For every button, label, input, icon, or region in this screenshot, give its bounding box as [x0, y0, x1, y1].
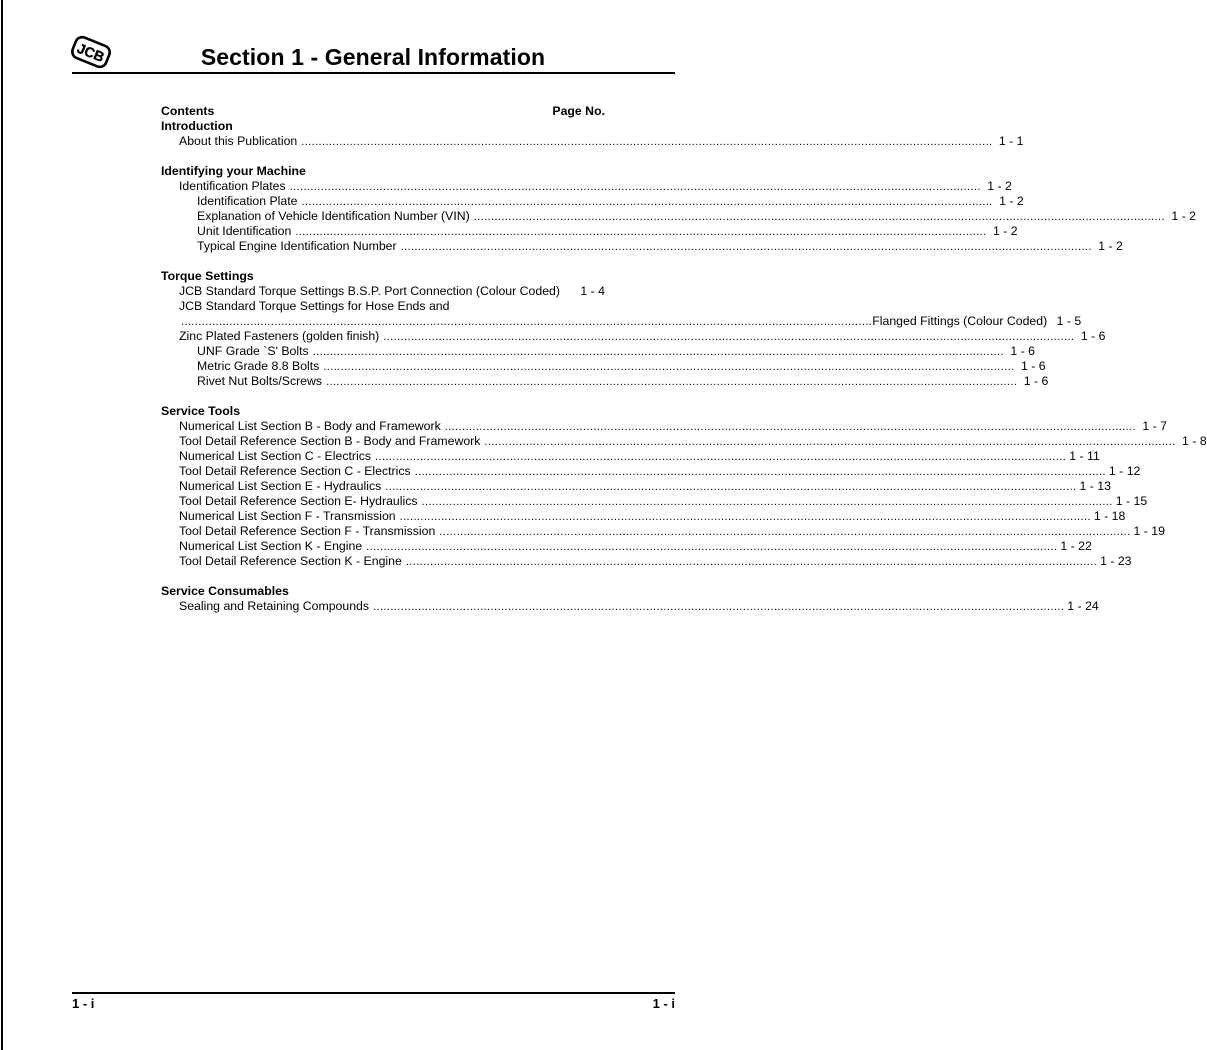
- toc-entry-page: 1 - 6: [1010, 344, 1035, 358]
- toc-entry-page: 1 - 6: [1020, 359, 1046, 373]
- toc-entry-label: Identification Plates: [179, 179, 286, 193]
- toc-entry[interactable]: [161, 509, 1126, 524]
- section-gap: [161, 254, 605, 269]
- toc-entry[interactable]: [161, 224, 1018, 239]
- toc-entry-page: 1 - 6: [1080, 329, 1106, 343]
- section-gap: [161, 149, 605, 164]
- toc-section-heading: Identifying your Machine: [161, 164, 306, 178]
- toc-entry-label: Identification Plate: [197, 194, 298, 208]
- toc-entry-page: 1 - 12: [1108, 464, 1141, 478]
- toc-entry[interactable]: [161, 134, 1024, 149]
- leader-dots: ........................................................................................................................................................................................................: [326, 376, 1018, 388]
- toc-entry[interactable]: [161, 209, 1196, 224]
- toc-entry[interactable]: [161, 239, 1123, 254]
- toc-entry-label: Typical Engine Identification Number: [197, 239, 397, 253]
- toc-entry-page: 1 - 23: [1100, 554, 1132, 568]
- toc-entry-text: JCB Standard Torque Settings for Hose Ends and: [179, 299, 450, 313]
- toc-entry[interactable]: [161, 449, 1100, 464]
- toc-entry[interactable]: [161, 374, 1049, 389]
- leader-dots: ........................................................................................................................................................................................................: [405, 556, 1098, 568]
- toc-entry[interactable]: [161, 494, 1148, 509]
- leader-dots: ........................................................................................................................................................................................................: [366, 541, 1058, 553]
- toc-entry-label: Rivet Nut Bolts/Screws: [197, 374, 323, 388]
- toc-entry-label: Numerical List Section E - Hydraulics: [179, 479, 382, 493]
- jcb-logo: [70, 34, 112, 70]
- toc-section-heading: Introduction: [161, 119, 233, 133]
- toc-entry[interactable]: [161, 419, 1167, 434]
- toc-entry[interactable]: [161, 539, 1092, 554]
- leader-dots: ........................................................................................................................................................................................................: [289, 181, 981, 193]
- header-divider: [72, 72, 675, 74]
- toc-section-heading: Service Tools: [161, 404, 241, 418]
- toc-entry[interactable]: [161, 479, 1111, 494]
- toc-entry-page: 1 - 7: [1142, 419, 1167, 433]
- footer-divider: [72, 992, 675, 994]
- leader-dots: ........................................................................................................................................................................................................: [484, 436, 1176, 448]
- logo-text: JCB: [74, 39, 107, 66]
- toc-entry-label: About this Publication: [179, 134, 298, 148]
- toc-entry-label: Flanged Fittings (Colour Coded): [872, 314, 1048, 328]
- toc-entry-label: Tool Detail Reference Section E- Hydraulics: [179, 494, 418, 508]
- toc-entry[interactable]: [161, 554, 1132, 569]
- toc-entry[interactable]: [161, 599, 1099, 614]
- leader-dots: ........................................................................................................................................................................................................: [383, 331, 1075, 343]
- leader-dots: ........................................................................................................................................................................................................: [385, 481, 1077, 493]
- toc-entry[interactable]: [161, 524, 1165, 539]
- toc-entry-page: 1 - 11: [1069, 449, 1100, 463]
- leader-dots: ........................................................................................................................................................................................................: [312, 346, 1004, 358]
- toc-entry-label: Numerical List Section F - Transmission: [179, 509, 396, 523]
- toc-entry-label: Tool Detail Reference Section B - Body and Framework: [179, 434, 481, 448]
- page-number-label: Page No.: [552, 104, 605, 118]
- toc-entry[interactable]: [161, 179, 1012, 194]
- toc-entry-page: 1 - 15: [1115, 494, 1148, 508]
- toc-entry-label: Tool Detail Reference Section C - Electrics: [179, 464, 411, 478]
- toc-entry-label: Numerical List Section B - Body and Framework: [179, 419, 441, 433]
- toc-entry-page: 1 - 2: [1098, 239, 1123, 253]
- toc-entry-page: 1 - 1: [998, 134, 1024, 148]
- toc-entry-label: Metric Grade 8.8 Bolts: [197, 359, 320, 373]
- section-gap: [161, 569, 605, 584]
- toc-entry[interactable]: [161, 344, 1035, 359]
- section-gap: [161, 389, 605, 404]
- toc-entry-page: 1 - 4: [580, 284, 605, 298]
- leader-dots: ........................................................................................................................................................................................................: [444, 421, 1136, 433]
- leader-dots: ........................................................................................................................................................................................................: [301, 136, 993, 148]
- leader-dots: ........................................................................................................................................................................................................: [373, 601, 1065, 613]
- leader-dots: ........................................................................................................................................................................................................: [181, 316, 873, 328]
- toc-entry-label: Zinc Plated Fasteners (golden finish): [179, 329, 380, 343]
- toc-entry-label: Explanation of Vehicle Identification Number (VIN): [197, 209, 470, 223]
- footer-page-right: 1 - i: [652, 996, 675, 1011]
- page-title: Section 1 - General Information: [200, 44, 546, 70]
- toc-entry-page: 1 - 2: [999, 194, 1024, 208]
- toc-entry-label: UNF Grade `S' Bolts: [197, 344, 309, 358]
- toc-section-heading: Torque Settings: [161, 269, 254, 283]
- toc-entry-page: 1 - 19: [1133, 524, 1165, 538]
- leader-dots: ........................................................................................................................................................................................................: [421, 496, 1113, 508]
- leader-dots: ........................................................................................................................................................................................................: [400, 241, 1092, 253]
- leader-dots: ........................................................................................................................................................................................................: [323, 361, 1015, 373]
- toc-entry-label: Tool Detail Reference Section F - Transmission: [179, 524, 436, 538]
- toc-header: [161, 104, 605, 119]
- toc-entry-label: Unit Identification: [197, 224, 292, 238]
- contents-label: Contents: [161, 104, 215, 118]
- toc-entry-page: 1 - 5: [1056, 314, 1082, 328]
- toc-entry-page: 1 - 13: [1079, 479, 1111, 493]
- leader-dots: ........................................................................................................................................................................................................: [439, 526, 1131, 538]
- toc-section-heading: Service Consumables: [161, 584, 289, 598]
- toc-entry-label: Tool Detail Reference Section K - Engine: [179, 554, 402, 568]
- toc-entry-page: 1 - 8: [1182, 434, 1207, 448]
- leader-dots: ........................................................................................................................................................................................................: [295, 226, 987, 238]
- toc-entry[interactable]: [161, 314, 1082, 329]
- toc-entry-page: 1 - 6: [1023, 374, 1049, 388]
- toc-entry-label: Numerical List Section K - Engine: [179, 539, 363, 553]
- toc-entry-page: 1 - 2: [987, 179, 1012, 193]
- table-of-contents: [161, 104, 1207, 614]
- toc-entry[interactable]: [161, 464, 1141, 479]
- toc-entry[interactable]: [161, 329, 1106, 344]
- leader-dots: ........................................................................................................................................................................................................: [375, 451, 1067, 463]
- toc-entry-label: Sealing and Retaining Compounds: [179, 599, 370, 613]
- leader-dots: ........................................................................................................................................................................................................: [399, 511, 1091, 523]
- page-edge-rule: [1, 0, 3, 1050]
- toc-entry-page: 1 - 24: [1067, 599, 1099, 613]
- toc-body: [161, 119, 1207, 614]
- toc-entry-page: 1 - 22: [1060, 539, 1092, 553]
- toc-entry[interactable]: [161, 434, 1207, 449]
- leader-dots: ........................................................................................................................................................................................................: [301, 196, 993, 208]
- footer-page-left: 1 - i: [72, 996, 95, 1011]
- toc-entry-page: 1 - 2: [1171, 209, 1196, 223]
- toc-entry[interactable]: [161, 359, 1046, 374]
- toc-entry-label: JCB Standard Torque Settings B.S.P. Port Connection (Colour Coded): [179, 284, 560, 298]
- toc-entry[interactable]: [161, 284, 605, 299]
- toc-entry-page: 1 - 2: [992, 224, 1018, 238]
- toc-entry-page: 1 - 18: [1093, 509, 1126, 523]
- leader-dots: ........................................................................................................................................................................................................: [414, 466, 1106, 478]
- toc-entry[interactable]: [161, 194, 1024, 209]
- toc-entry-label: Numerical List Section C - Electrics: [179, 449, 372, 463]
- leader-dots: ........................................................................................................................................................................................................: [473, 211, 1165, 223]
